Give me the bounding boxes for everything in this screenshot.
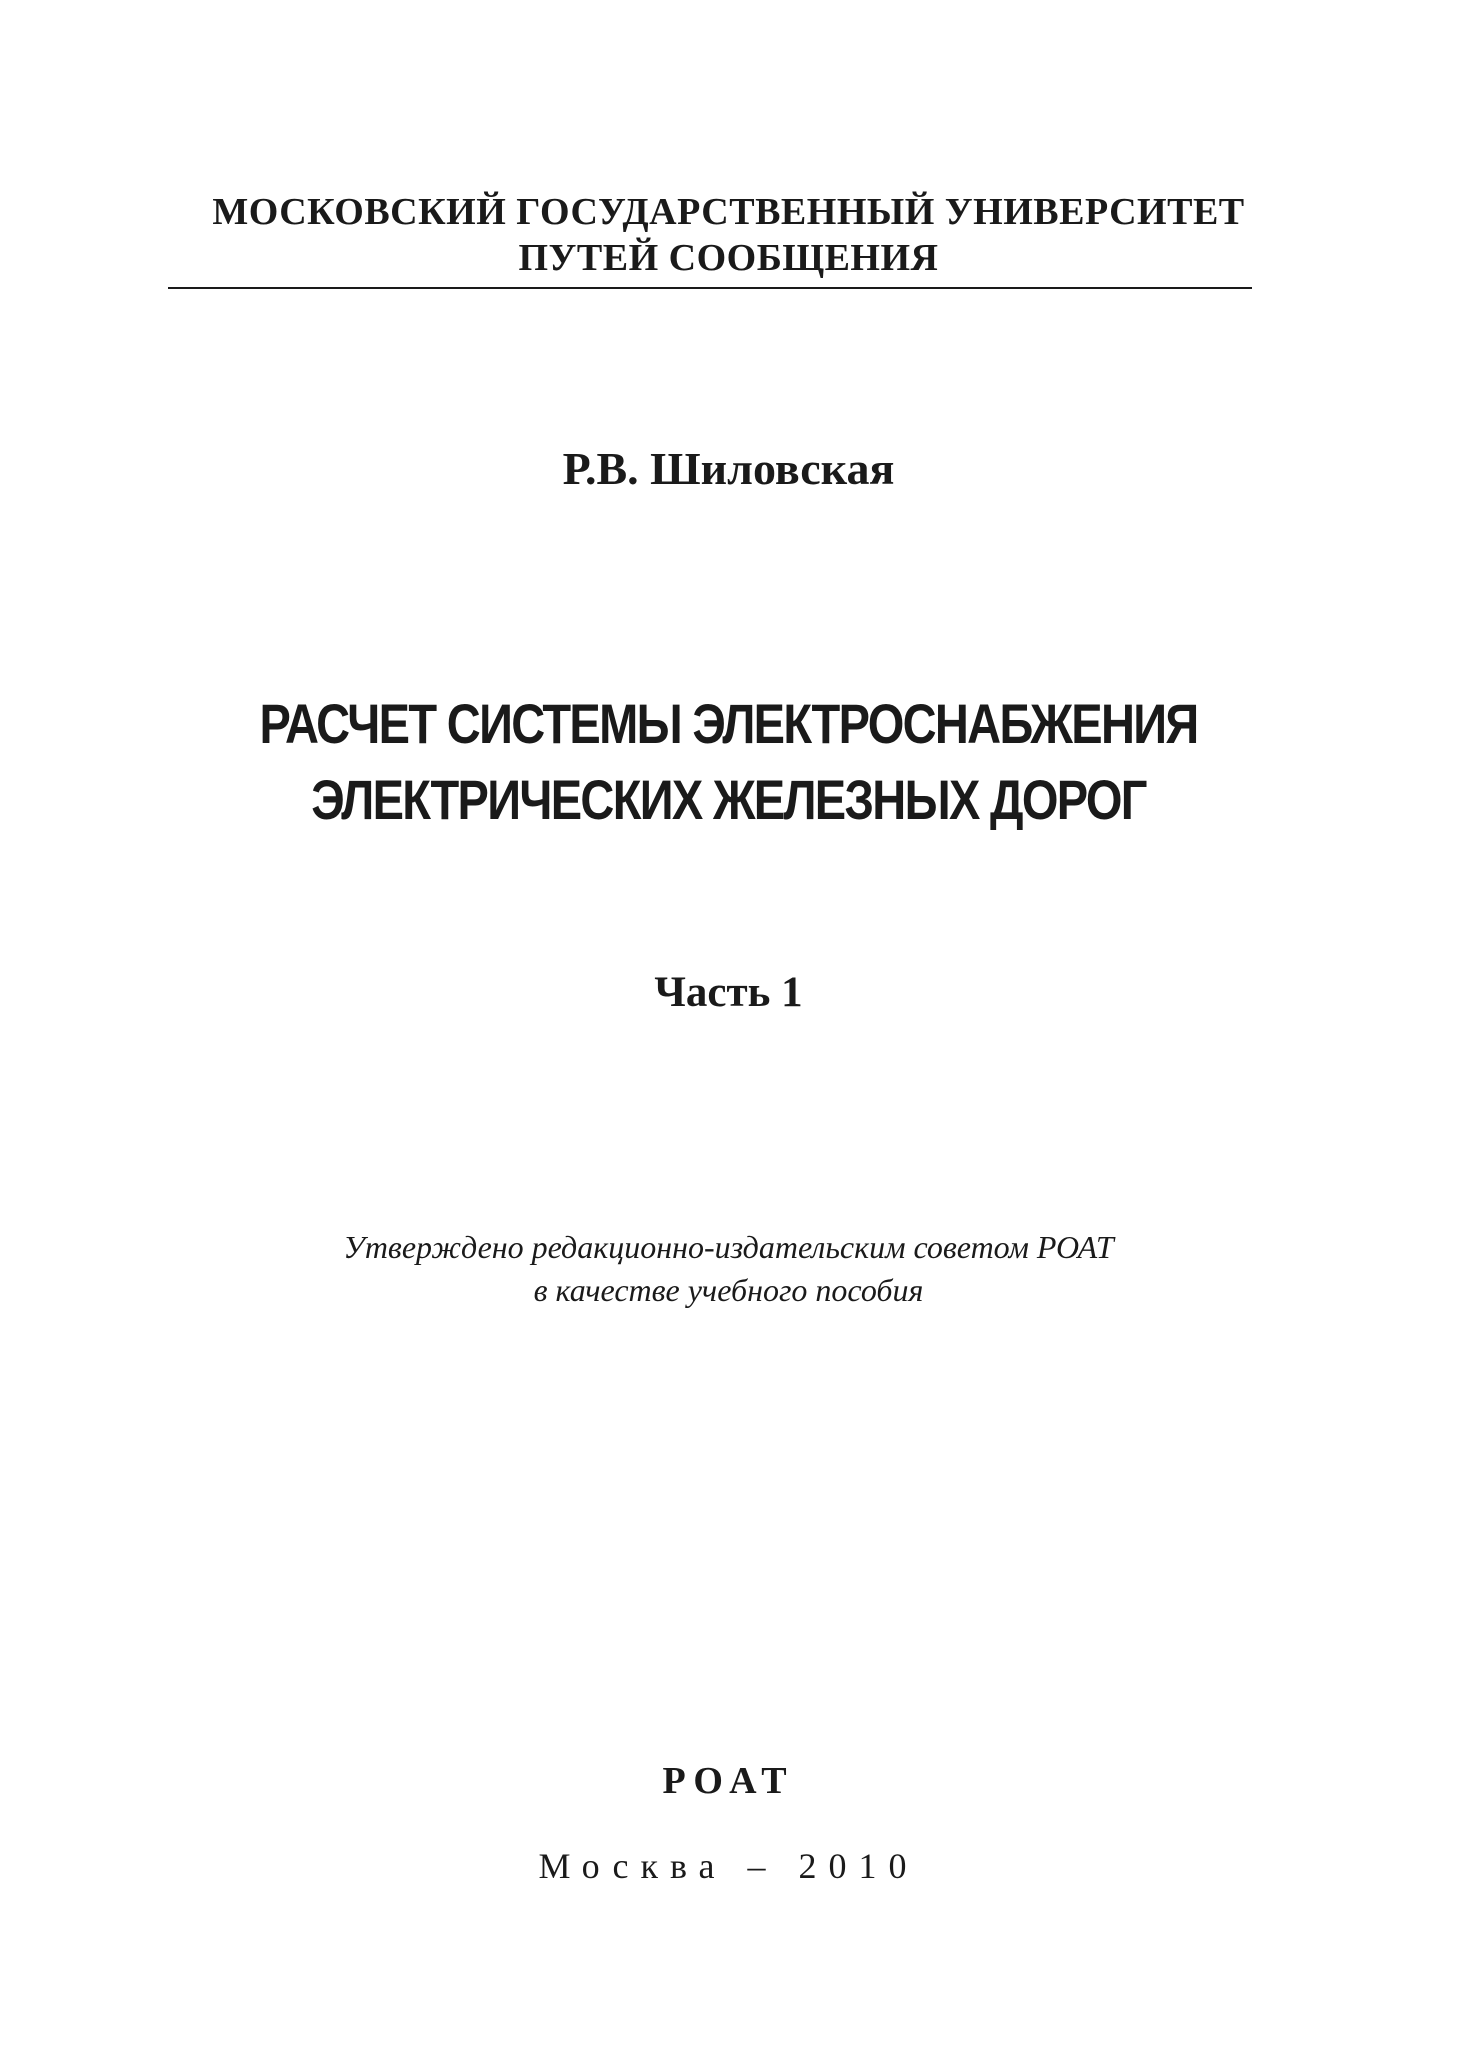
university-name-line-2: ПУТЕЙ СООБЩЕНИЯ <box>518 237 939 279</box>
book-title-line-2: ЭЛЕКТРИЧЕСКИХ ЖЕЛЕЗНЫХ ДОРОГ <box>311 768 1146 831</box>
approval-note-line-2: в качестве учебного пособия <box>533 1272 924 1308</box>
header-divider <box>168 287 1252 289</box>
approval-note-line-1: Утверждено редакционно-издательским советом РОАТ <box>343 1229 1114 1265</box>
author-name: Р.В. Шиловская <box>562 443 895 494</box>
book-title-line-1: РАСЧЕТ СИСТЕМЫ ЭЛЕКТРОСНАБЖЕНИЯ <box>259 692 1198 755</box>
university-name-line-1: МОСКОВСКИЙ ГОСУДАРСТВЕННЫЙ УНИВЕРСИТЕТ <box>212 191 1245 233</box>
publisher-name: РОАТ <box>662 1760 795 1802</box>
city-and-year: Москва – 2010 <box>538 1846 919 1886</box>
part-number: Часть 1 <box>654 969 803 1016</box>
